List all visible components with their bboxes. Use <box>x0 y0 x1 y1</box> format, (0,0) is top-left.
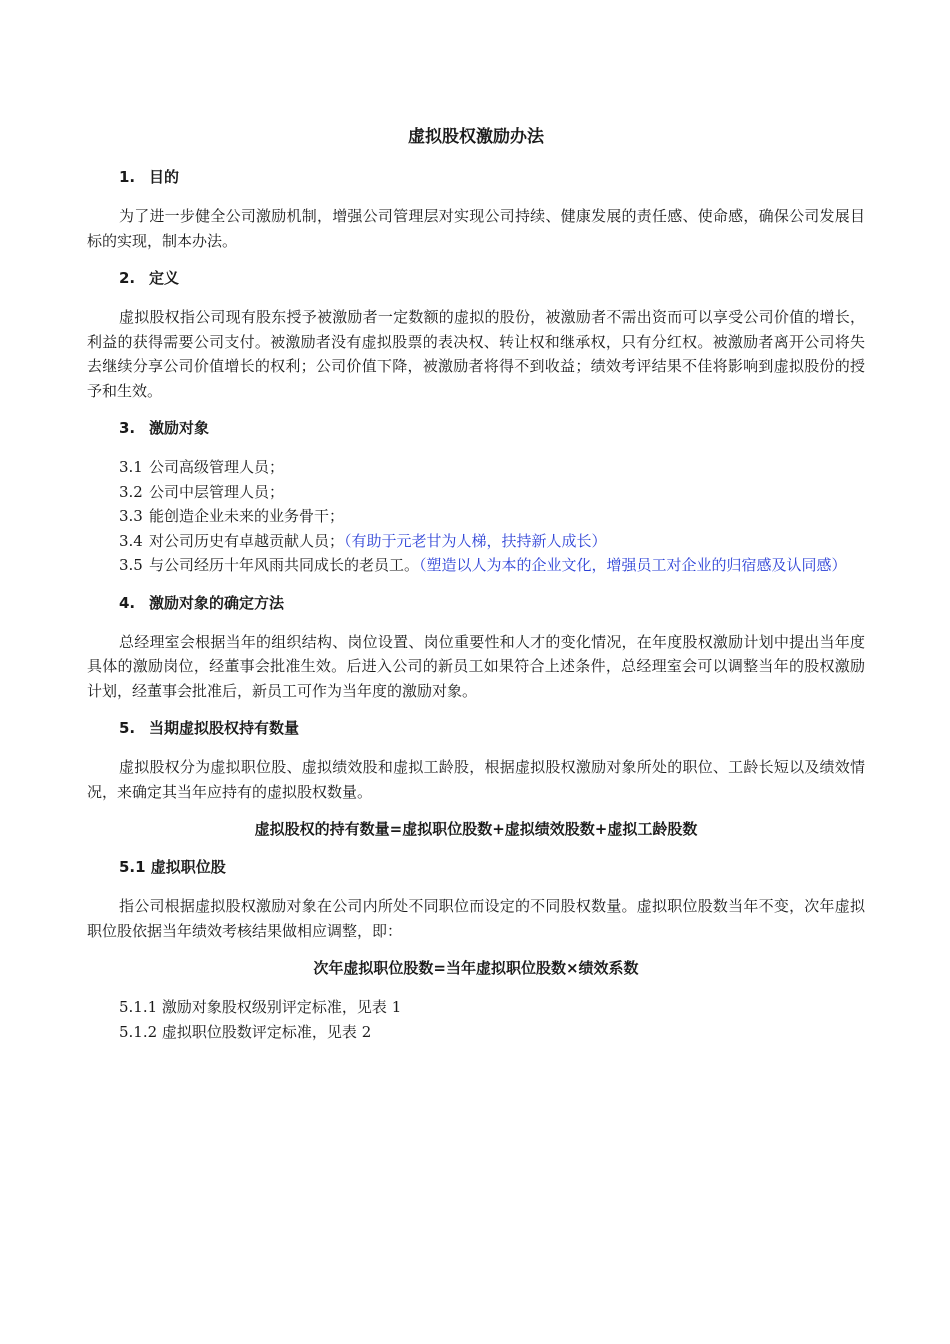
section-4-number: 4. <box>119 593 136 612</box>
section-3-title: 激励对象 <box>149 419 210 437</box>
section-1-paragraph: 为了进一步健全公司激励机制，增强公司管理层对实现公司持续、健康发展的责任感、使命感，确保公司发展目标的实现，制本办法。 <box>87 207 865 250</box>
section-5-number: 5. <box>119 719 136 737</box>
section-5-1-1-line: 5.1.1 激励对象股权级别评定标准，见表 1 <box>119 998 402 1016</box>
section-2-number: 2. <box>119 269 136 287</box>
list-item <box>119 553 865 578</box>
page-title: 虚拟股权激励办法 <box>408 127 544 147</box>
section-4-paragraph: 总经理室会根据当年的组织结构、岗位设置、岗位重要性和人才的变化情况，在年度股权激励计划中提出当年度具体的激励岗位，经董事会批准生效。后进入公司的新员工如果符合上述条件，总经理室会可以调整当年的股权激励计划，经董事会批准后，新员工可作为当年度的激励对象。 <box>87 632 865 700</box>
section-1-title: 目的 <box>149 168 180 186</box>
list-item <box>119 529 865 554</box>
list-item-number: 3.2 <box>119 482 143 501</box>
document-page <box>87 122 865 1044</box>
section-3-heading <box>119 417 865 439</box>
list-item-main-text: 与公司经历十年风雨共同成长的老员工。 <box>149 556 420 574</box>
list-item-text <box>149 529 865 554</box>
section-4-title: 激励对象的确定方法 <box>149 593 285 612</box>
list-item-note: （塑造以人为本的企业文化，增强员工对企业的归宿感及认同感） <box>419 556 847 574</box>
list-item-text <box>149 455 865 480</box>
list-item-main-text: 对公司历史有卓越贡献人员； <box>149 531 345 550</box>
section-4-heading <box>119 592 865 614</box>
list-item-number: 3.1 <box>119 458 143 476</box>
section-1-number: 1. <box>119 168 136 186</box>
list-item-main-text: 公司中层管理人员； <box>149 482 285 501</box>
list-item-text <box>149 504 865 529</box>
list-item-main-text: 能创造企业未来的业务骨干； <box>149 507 345 525</box>
list-item-number: 3.5 <box>119 556 143 574</box>
section-5-paragraph: 虚拟股权分为虚拟职位股、虚拟绩效股和虚拟工龄股，根据虚拟股权激励对象所处的职位、工龄长短以及绩效情况，来确定其当年应持有的虚拟股权数量。 <box>87 758 865 801</box>
list-item-text <box>149 480 865 505</box>
section-2-heading <box>119 267 865 289</box>
list-item-text <box>149 553 865 578</box>
list-item-number: 3.4 <box>119 531 143 550</box>
list-item <box>119 455 865 480</box>
section-3-number: 3. <box>119 419 136 437</box>
section-1-heading <box>119 166 865 188</box>
section-2-title: 定义 <box>149 269 180 287</box>
position-share-formula: 次年虚拟职位股数=当年虚拟职位股数×绩效系数 <box>313 959 639 977</box>
list-item-note: （有助于元老甘为人梯，扶持新人成长） <box>344 531 607 550</box>
section-5-1-heading: 5.1 虚拟职位股 <box>119 858 226 876</box>
section-5-1-2-line: 5.1.2 虚拟职位股数评定标准，见表 2 <box>119 1022 372 1041</box>
section-5-1-paragraph: 指公司根据虚拟股权激励对象在公司内所处不同职位而设定的不同股权数量。虚拟职位股数当年不变，次年虚拟职位股依据当年绩效考核结果做相应调整，即： <box>87 897 865 940</box>
list-item <box>119 480 865 505</box>
list-item-main-text: 公司高级管理人员； <box>149 458 285 476</box>
list-item <box>119 504 865 529</box>
section-5-heading <box>119 717 865 739</box>
list-item-number: 3.3 <box>119 507 143 525</box>
holding-quantity-formula: 虚拟股权的持有数量=虚拟职位股数+虚拟绩效股数+虚拟工龄股数 <box>254 820 698 838</box>
section-5-title: 当期虚拟股权持有数量 <box>149 719 300 737</box>
incentive-target-list <box>87 455 865 578</box>
section-2-paragraph: 虚拟股权指公司现有股东授予被激励者一定数额的虚拟的股份，被激励者不需出资而可以享受公司价值的增长，利益的获得需要公司支付。被激励者没有虚拟股票的表决权、转让权和继承权，只有分红权。被激励者离开公司将失去继续分享公司价值增长的权利；公司价值下降，被激励者将得不到收益；绩效考评结果不佳将影响到虚拟股份的授予和生效。 <box>87 308 865 400</box>
